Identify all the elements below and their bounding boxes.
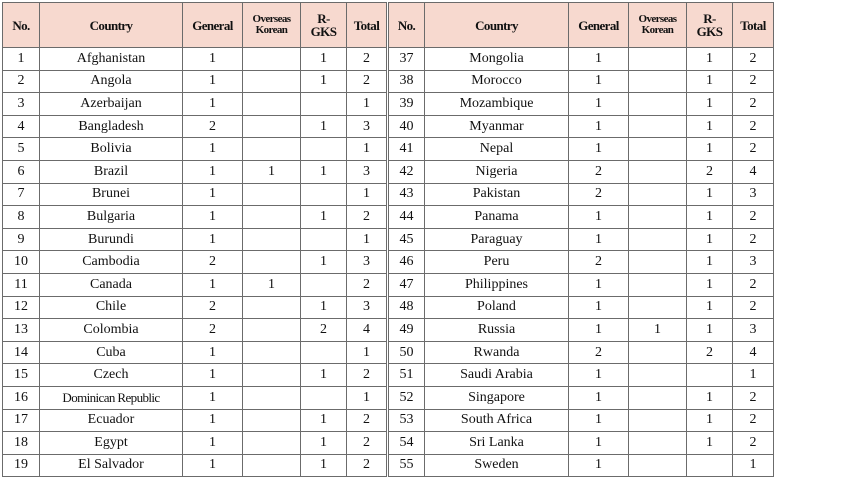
cell-country: South Africa (425, 409, 569, 432)
cell-total: 1 (347, 183, 388, 206)
cell-overseas (629, 432, 687, 455)
cell-overseas (629, 251, 687, 274)
header-overseas-line2: Korean (255, 24, 288, 36)
table-row (3, 70, 774, 93)
cell-general: 1 (183, 228, 243, 251)
cell-overseas (629, 115, 687, 138)
header-no-right: No. (388, 3, 425, 48)
cell-total: 2 (733, 432, 774, 455)
cell-general: 1 (569, 206, 629, 229)
cell-total: 3 (733, 251, 774, 274)
cell-total: 1 (347, 93, 388, 116)
cell-total: 1 (347, 341, 388, 364)
cell-rgks: 1 (687, 251, 733, 274)
cell-general: 2 (183, 115, 243, 138)
header-rgks-line2: GKS (696, 24, 723, 39)
cell-overseas (243, 251, 301, 274)
cell-country: Bangladesh (40, 115, 183, 138)
cell-country: Sweden (425, 454, 569, 477)
cell-no: 9 (3, 228, 40, 251)
cell-overseas (629, 296, 687, 319)
cell-total: 1 (733, 454, 774, 477)
cell-rgks: 1 (301, 364, 347, 387)
header-total-left: Total (347, 3, 388, 48)
cell-rgks: 1 (687, 228, 733, 251)
cell-no: 15 (3, 364, 40, 387)
cell-no: 40 (388, 115, 425, 138)
cell-general: 1 (569, 386, 629, 409)
cell-rgks: 1 (687, 93, 733, 116)
cell-total: 3 (733, 183, 774, 206)
cell-overseas: 1 (629, 319, 687, 342)
cell-total: 2 (733, 93, 774, 116)
cell-no: 11 (3, 273, 40, 296)
cell-country: Afghanistan (40, 48, 183, 71)
cell-rgks (687, 364, 733, 387)
cell-general: 1 (569, 138, 629, 161)
cell-country: Paraguay (425, 228, 569, 251)
cell-total: 4 (347, 319, 388, 342)
header-no-left: No. (3, 3, 40, 48)
country-allocation-table-wrapper (2, 2, 774, 477)
table-row (3, 93, 774, 116)
cell-rgks: 1 (301, 70, 347, 93)
cell-total: 3 (733, 319, 774, 342)
header-country-right: Country (425, 3, 569, 48)
cell-general: 1 (183, 341, 243, 364)
cell-rgks: 1 (301, 296, 347, 319)
cell-no: 16 (3, 386, 40, 409)
cell-general: 1 (569, 296, 629, 319)
table-row (3, 251, 774, 274)
cell-general: 1 (569, 409, 629, 432)
header-rgks-line1: R- (317, 11, 330, 26)
cell-overseas (243, 409, 301, 432)
cell-rgks: 1 (687, 273, 733, 296)
cell-total: 2 (347, 273, 388, 296)
table-row (3, 48, 774, 71)
cell-overseas (629, 341, 687, 364)
table-row (3, 160, 774, 183)
cell-no: 55 (388, 454, 425, 477)
cell-country: Peru (425, 251, 569, 274)
cell-rgks: 1 (687, 386, 733, 409)
cell-no: 39 (388, 93, 425, 116)
cell-total: 1 (347, 138, 388, 161)
cell-rgks: 1 (301, 432, 347, 455)
cell-country: Brunei (40, 183, 183, 206)
cell-no: 7 (3, 183, 40, 206)
cell-rgks: 1 (301, 115, 347, 138)
cell-no: 17 (3, 409, 40, 432)
table-row (3, 454, 774, 477)
cell-country: Nepal (425, 138, 569, 161)
header-general-right: General (569, 3, 629, 48)
table-row (3, 138, 774, 161)
cell-overseas (629, 70, 687, 93)
cell-country: Mongolia (425, 48, 569, 71)
cell-rgks: 1 (687, 183, 733, 206)
cell-overseas (243, 228, 301, 251)
cell-rgks: 1 (301, 454, 347, 477)
cell-total: 2 (347, 432, 388, 455)
cell-total: 2 (733, 273, 774, 296)
cell-rgks: 1 (687, 319, 733, 342)
cell-total: 2 (347, 454, 388, 477)
cell-total: 3 (347, 115, 388, 138)
cell-total: 2 (733, 409, 774, 432)
cell-rgks: 1 (687, 115, 733, 138)
cell-total: 2 (347, 70, 388, 93)
table-row (3, 206, 774, 229)
cell-no: 52 (388, 386, 425, 409)
header-rgks-left (301, 3, 347, 48)
cell-no: 18 (3, 432, 40, 455)
cell-general: 1 (183, 273, 243, 296)
header-general-left: General (183, 3, 243, 48)
cell-no: 46 (388, 251, 425, 274)
cell-no: 54 (388, 432, 425, 455)
cell-overseas (629, 454, 687, 477)
cell-general: 1 (569, 228, 629, 251)
cell-total: 2 (733, 70, 774, 93)
cell-general: 2 (569, 341, 629, 364)
cell-no: 10 (3, 251, 40, 274)
cell-total: 4 (733, 341, 774, 364)
cell-country: Sri Lanka (425, 432, 569, 455)
cell-no: 8 (3, 206, 40, 229)
cell-overseas (629, 273, 687, 296)
table-row (3, 319, 774, 342)
cell-rgks: 1 (687, 409, 733, 432)
cell-rgks: 2 (687, 341, 733, 364)
cell-general: 2 (569, 160, 629, 183)
table-row (3, 364, 774, 387)
cell-general: 1 (183, 48, 243, 71)
cell-country: El Salvador (40, 454, 183, 477)
cell-total: 1 (347, 386, 388, 409)
cell-overseas (243, 364, 301, 387)
cell-rgks (687, 454, 733, 477)
cell-no: 5 (3, 138, 40, 161)
cell-country: Colombia (40, 319, 183, 342)
header-rgks-right (687, 3, 733, 48)
cell-country: Bulgaria (40, 206, 183, 229)
cell-general: 1 (183, 160, 243, 183)
cell-total: 2 (733, 386, 774, 409)
cell-overseas (629, 93, 687, 116)
cell-no: 51 (388, 364, 425, 387)
table-body (3, 48, 774, 477)
cell-country: Singapore (425, 386, 569, 409)
cell-no: 13 (3, 319, 40, 342)
cell-rgks (301, 341, 347, 364)
cell-total: 2 (733, 115, 774, 138)
cell-no: 49 (388, 319, 425, 342)
cell-no: 50 (388, 341, 425, 364)
cell-overseas (243, 386, 301, 409)
cell-rgks: 1 (301, 409, 347, 432)
cell-rgks: 2 (687, 160, 733, 183)
header-overseas-line1: Overseas (252, 13, 291, 25)
cell-general: 1 (183, 70, 243, 93)
cell-overseas (629, 386, 687, 409)
cell-overseas (243, 206, 301, 229)
header-row (3, 3, 774, 48)
cell-overseas: 1 (243, 160, 301, 183)
cell-total: 2 (347, 48, 388, 71)
cell-overseas: 1 (243, 273, 301, 296)
cell-overseas (243, 48, 301, 71)
cell-no: 45 (388, 228, 425, 251)
cell-overseas (629, 48, 687, 71)
cell-rgks: 1 (687, 48, 733, 71)
cell-overseas (629, 228, 687, 251)
cell-country: Philippines (425, 273, 569, 296)
cell-general: 1 (183, 364, 243, 387)
cell-general: 1 (569, 432, 629, 455)
cell-general: 1 (569, 48, 629, 71)
cell-no: 1 (3, 48, 40, 71)
cell-overseas (629, 183, 687, 206)
cell-rgks: 1 (301, 206, 347, 229)
cell-rgks: 1 (301, 48, 347, 71)
cell-general: 1 (183, 93, 243, 116)
cell-general: 2 (569, 183, 629, 206)
cell-overseas (629, 364, 687, 387)
cell-rgks: 1 (687, 138, 733, 161)
cell-overseas (629, 206, 687, 229)
cell-country: Nigeria (425, 160, 569, 183)
cell-overseas (243, 115, 301, 138)
cell-no: 48 (388, 296, 425, 319)
cell-total: 2 (733, 138, 774, 161)
cell-total: 1 (733, 364, 774, 387)
header-rgks-line2: GKS (310, 24, 337, 39)
cell-general: 1 (183, 138, 243, 161)
header-overseas-line1: Overseas (638, 13, 677, 25)
cell-rgks: 2 (301, 319, 347, 342)
cell-overseas (629, 409, 687, 432)
cell-rgks: 1 (687, 70, 733, 93)
table-row (3, 409, 774, 432)
cell-general: 1 (183, 454, 243, 477)
cell-rgks: 1 (687, 206, 733, 229)
table-row (3, 228, 774, 251)
cell-country: Mozambique (425, 93, 569, 116)
cell-general: 2 (183, 296, 243, 319)
cell-rgks: 1 (687, 432, 733, 455)
cell-general: 1 (183, 432, 243, 455)
cell-rgks: 1 (301, 251, 347, 274)
cell-total: 2 (347, 206, 388, 229)
cell-country: Burundi (40, 228, 183, 251)
cell-no: 6 (3, 160, 40, 183)
cell-overseas (243, 432, 301, 455)
cell-country: Morocco (425, 70, 569, 93)
cell-country: Pakistan (425, 183, 569, 206)
cell-country: Saudi Arabia (425, 364, 569, 387)
cell-overseas (243, 93, 301, 116)
cell-country: Bolivia (40, 138, 183, 161)
cell-general: 1 (569, 364, 629, 387)
cell-overseas (629, 160, 687, 183)
cell-country: Angola (40, 70, 183, 93)
cell-country: Cambodia (40, 251, 183, 274)
header-overseas-line2: Korean (641, 24, 674, 36)
cell-country: Cuba (40, 341, 183, 364)
cell-total: 2 (733, 48, 774, 71)
cell-country: Canada (40, 273, 183, 296)
cell-country: Dominican Republic (40, 386, 183, 409)
header-overseas-korean-right (629, 3, 687, 48)
header-total-right: Total (733, 3, 774, 48)
cell-general: 2 (183, 319, 243, 342)
cell-total: 3 (347, 296, 388, 319)
cell-no: 37 (388, 48, 425, 71)
cell-country: Poland (425, 296, 569, 319)
cell-country: Russia (425, 319, 569, 342)
cell-no: 12 (3, 296, 40, 319)
cell-overseas (243, 70, 301, 93)
header-country-left: Country (40, 3, 183, 48)
cell-total: 2 (733, 206, 774, 229)
cell-no: 3 (3, 93, 40, 116)
cell-general: 1 (569, 454, 629, 477)
cell-total: 2 (733, 228, 774, 251)
cell-general: 1 (183, 206, 243, 229)
cell-no: 44 (388, 206, 425, 229)
cell-general: 1 (183, 409, 243, 432)
cell-general: 1 (569, 115, 629, 138)
cell-overseas (243, 319, 301, 342)
cell-total: 3 (347, 251, 388, 274)
cell-no: 4 (3, 115, 40, 138)
cell-country: Czech (40, 364, 183, 387)
cell-country: Ecuador (40, 409, 183, 432)
table-row (3, 341, 774, 364)
country-allocation-table (2, 2, 774, 477)
cell-no: 53 (388, 409, 425, 432)
table-row (3, 296, 774, 319)
table-row (3, 386, 774, 409)
cell-total: 2 (347, 364, 388, 387)
cell-general: 2 (569, 251, 629, 274)
cell-country: Myanmar (425, 115, 569, 138)
cell-no: 41 (388, 138, 425, 161)
cell-general: 1 (569, 70, 629, 93)
cell-general: 1 (183, 183, 243, 206)
cell-rgks: 1 (687, 296, 733, 319)
table-row (3, 183, 774, 206)
header-overseas-korean-left (243, 3, 301, 48)
cell-country: Panama (425, 206, 569, 229)
cell-no: 19 (3, 454, 40, 477)
cell-overseas (243, 138, 301, 161)
cell-no: 2 (3, 70, 40, 93)
table-row (3, 115, 774, 138)
cell-general: 2 (183, 251, 243, 274)
cell-rgks (301, 138, 347, 161)
cell-total: 3 (347, 160, 388, 183)
cell-rgks (301, 93, 347, 116)
cell-total: 2 (733, 296, 774, 319)
cell-overseas (629, 138, 687, 161)
cell-overseas (243, 454, 301, 477)
cell-country: Azerbaijan (40, 93, 183, 116)
cell-no: 47 (388, 273, 425, 296)
cell-general: 1 (569, 319, 629, 342)
cell-no: 43 (388, 183, 425, 206)
cell-general: 1 (569, 273, 629, 296)
cell-overseas (243, 183, 301, 206)
cell-country: Egypt (40, 432, 183, 455)
cell-country: Brazil (40, 160, 183, 183)
cell-rgks (301, 228, 347, 251)
cell-rgks (301, 273, 347, 296)
cell-no: 42 (388, 160, 425, 183)
cell-overseas (243, 296, 301, 319)
cell-total: 2 (347, 409, 388, 432)
cell-rgks (301, 183, 347, 206)
table-row (3, 432, 774, 455)
cell-total: 4 (733, 160, 774, 183)
cell-no: 38 (388, 70, 425, 93)
header-rgks-line1: R- (703, 11, 716, 26)
cell-overseas (243, 341, 301, 364)
cell-country: Rwanda (425, 341, 569, 364)
cell-rgks (301, 386, 347, 409)
cell-country: Chile (40, 296, 183, 319)
cell-general: 1 (569, 93, 629, 116)
cell-rgks: 1 (301, 160, 347, 183)
cell-general: 1 (183, 386, 243, 409)
table-row (3, 273, 774, 296)
cell-no: 14 (3, 341, 40, 364)
cell-total: 1 (347, 228, 388, 251)
